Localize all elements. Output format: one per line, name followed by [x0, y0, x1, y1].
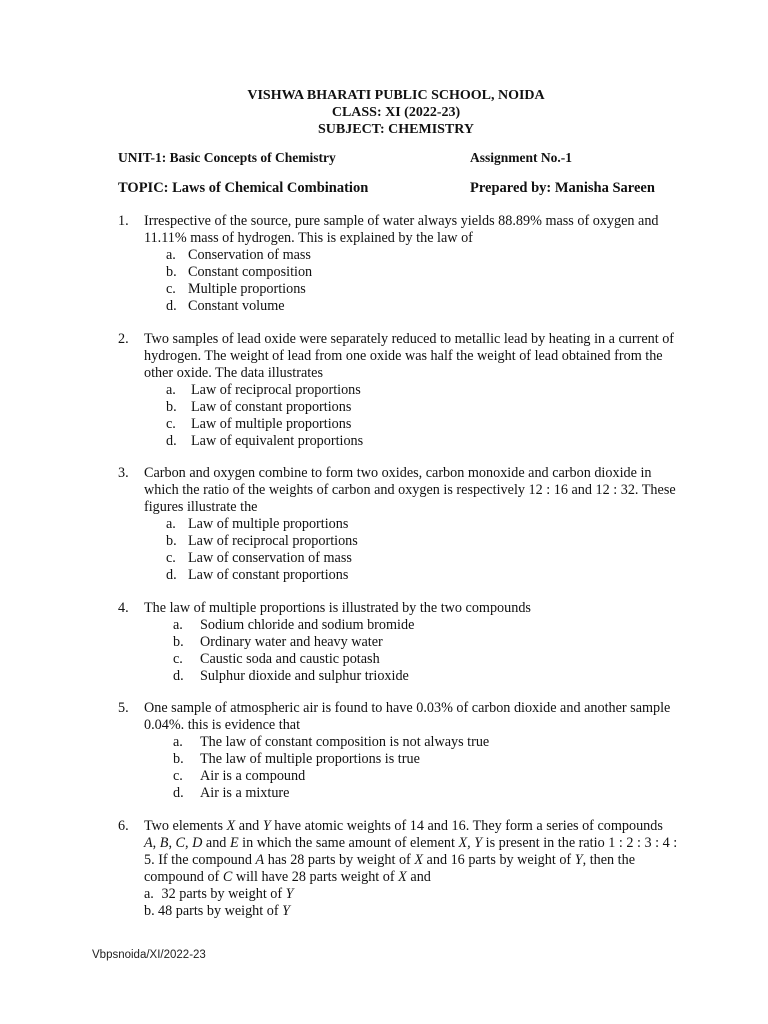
assignment-number: Assignment No.-1: [470, 150, 573, 165]
option-b: b. Ordinary water and heavy water: [173, 634, 383, 650]
option-a: a. Conservation of mass: [166, 247, 311, 263]
document-header: [0, 87, 768, 138]
option-d: d. Law of constant proportions: [166, 567, 349, 583]
option-d: d. Constant volume: [166, 298, 285, 314]
page-footer: Vbpsnoida/XI/2022-23: [92, 949, 206, 961]
question-number: 5.: [118, 700, 129, 716]
question-stem: Irrespective of the source, pure sample of water always yields 88.89% mass of oxygen and 11.11% mass of hydrogen. This is explained by the law of: [144, 213, 659, 246]
school-name: VISHWA BHARATI PUBLIC SCHOOL, NOIDA: [247, 88, 545, 103]
option-a: a. 32 parts by weight of Y: [144, 886, 294, 902]
option-c: c. Caustic soda and caustic potash: [173, 651, 380, 667]
question-number: 3.: [118, 465, 129, 481]
option-c: c. Law of multiple proportions: [166, 416, 352, 432]
option-d: d. Sulphur dioxide and sulphur trioxide: [173, 668, 409, 684]
option-a: a. Sodium chloride and sodium bromide: [173, 617, 415, 633]
question-4: [118, 600, 678, 685]
subject-line: SUBJECT: CHEMISTRY: [318, 122, 474, 137]
question-stem: The law of multiple proportions is illustrated by the two compounds: [144, 600, 531, 616]
question-number: 2.: [118, 331, 129, 347]
option-b: b. Constant composition: [166, 264, 313, 280]
question-number: 6.: [118, 818, 129, 834]
option-b: b. Law of constant proportions: [166, 399, 352, 415]
option-a: a. The law of constant composition is not always true: [173, 734, 490, 750]
question-6: [118, 818, 678, 920]
question-5: [118, 700, 678, 802]
question-stem: Carbon and oxygen combine to form two oxides, carbon monoxide and carbon dioxide in which the ratio of the weights of carbon and oxygen is respectively 12 : 16 and 12 : 32. These figures illustrate the: [144, 465, 676, 515]
question-1: [118, 213, 678, 315]
option-b: b. The law of multiple proportions is true: [173, 751, 420, 767]
question-number: 1.: [118, 213, 129, 229]
question-stem: Two elements X and Y have atomic weights of 14 and 16. They form a series of compounds A, B, C, D and E in which the same amount of element X, Y is present in the ratio 1 : 2 : 3 : 4 : 5. If the compound A has 28 parts by weight of X and 16 parts by weight of Y, then the compound of C will have 28 parts weight of X and: [144, 818, 678, 885]
option-a: a. Law of multiple proportions: [166, 516, 349, 532]
option-d: d. Law of equivalent proportions: [166, 433, 364, 449]
question-number: 4.: [118, 600, 129, 616]
option-d: d. Air is a mixture: [173, 785, 290, 801]
question-stem: One sample of atmospheric air is found to have 0.03% of carbon dioxide and another sample 0.04%. this is evidence that: [144, 700, 671, 733]
question-stem: Two samples of lead oxide were separately reduced to metallic lead by heating in a current of hydrogen. The weight of lead from one oxide was half the weight of lead obtained from the other oxide. The data illustrates: [144, 331, 675, 381]
question-2: [118, 331, 678, 450]
option-c: c. Air is a compound: [173, 768, 306, 784]
option-c: c. Law of conservation of mass: [166, 550, 352, 566]
option-a: a. Law of reciprocal proportions: [166, 382, 361, 398]
option-c: c. Multiple proportions: [166, 281, 306, 297]
topic-title: TOPIC: Laws of Chemical Combination: [118, 180, 369, 196]
unit-title: UNIT-1: Basic Concepts of Chemistry: [118, 150, 336, 165]
class-line: CLASS: XI (2022-23): [331, 105, 461, 120]
option-b: b. Law of reciprocal proportions: [166, 533, 358, 549]
option-b: b. 48 parts by weight of Y: [144, 903, 291, 919]
question-3: [118, 465, 678, 584]
prepared-by: Prepared by: Manisha Sareen: [470, 180, 655, 196]
